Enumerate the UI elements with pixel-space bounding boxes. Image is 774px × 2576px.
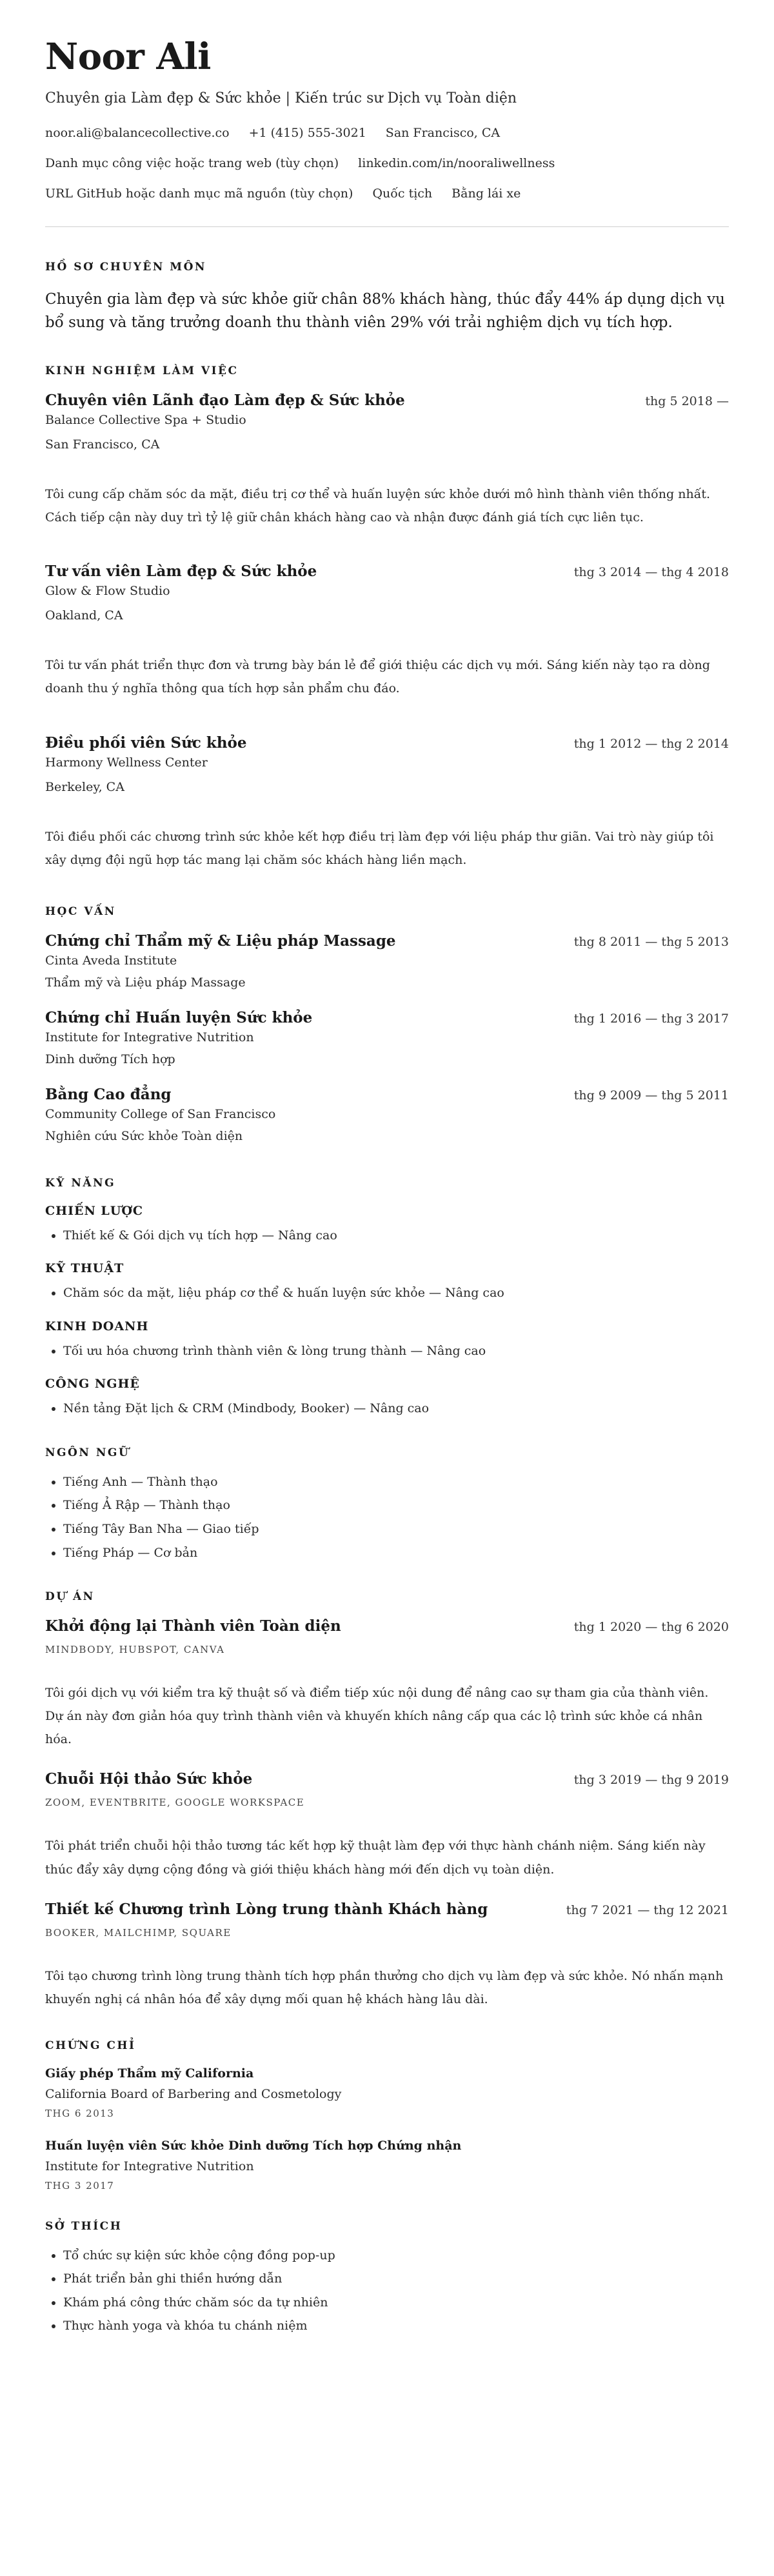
certification-item bbox=[45, 2066, 729, 2119]
skill-group bbox=[45, 1204, 729, 1245]
resume-header bbox=[45, 37, 729, 201]
education-item bbox=[45, 1086, 729, 1143]
project-description: Tôi gói dịch vụ với kiểm tra kỹ thuật số và điểm tiếp xúc nội dung để nâng cao sự tham gia của thành viên. Dự án này đơn giản hóa quy trình thành viên và khuyến khích nâng cấp qua các lộ trình sức khỏe cá nhân hóa. bbox=[45, 1686, 709, 1747]
section-title: HỒ SƠ CHUYÊN MÔN bbox=[45, 260, 206, 274]
field-of-study: Nghiên cứu Sức khỏe Toàn diện bbox=[45, 1128, 243, 1143]
skill-category: CHIẾN LƯỢC bbox=[45, 1203, 144, 1218]
certification-date: THG 6 2013 bbox=[45, 2107, 115, 2119]
skill-category: KINH DOANH bbox=[45, 1319, 149, 1333]
section-title: CHỨNG CHỈ bbox=[45, 2039, 136, 2052]
school-name: Community College of San Francisco bbox=[45, 1106, 276, 1121]
contact-row bbox=[45, 156, 729, 170]
job-description: Tôi điều phối các chương trình sức khỏe kết hợp điều trị làm đẹp với liệu pháp thư giãn. Vai trò này giúp tôi xây dựng đội ngũ hợp tác mang lại chăm sóc khách hàng liền mạch. bbox=[45, 829, 714, 867]
job-location: Berkeley, CA bbox=[45, 779, 124, 794]
section-title: NGÔN NGỮ bbox=[45, 1446, 130, 1459]
job-date: thg 1 2012 — thg 2 2014 bbox=[573, 736, 729, 751]
education-date: thg 8 2011 — thg 5 2013 bbox=[573, 934, 729, 949]
education-section bbox=[45, 905, 729, 1143]
job-date: thg 5 2018 — bbox=[645, 394, 729, 409]
language-item: • Tiếng Anh — Thành thạo bbox=[63, 1473, 729, 1492]
degree-title: Bằng Cao đẳng bbox=[45, 1085, 172, 1103]
certification-date: THG 3 2017 bbox=[45, 2179, 115, 2192]
job-description: Tôi tư vấn phát triển thực đơn và trưng bày bán lẻ để giới thiệu các dịch vụ mới. Sáng kiến này tạo ra dòng doanh thu ý nghĩa thông qua tích hợp sản phẩm chu đáo. bbox=[45, 658, 710, 696]
skill-item: • Chăm sóc da mặt, liệu pháp cơ thể & huấn luyện sức khỏe — Nâng cao bbox=[63, 1284, 729, 1303]
company-name: Balance Collective Spa + Studio bbox=[45, 413, 246, 428]
languages-section bbox=[45, 1446, 729, 1562]
certification-name: Huấn luyện viên Sức khỏe Dinh dưỡng Tích hợp Chứng nhận bbox=[45, 2138, 462, 2153]
project-description: Tôi tạo chương trình lòng trung thành tích hợp phần thưởng cho dịch vụ làm đẹp và sức khỏe. Nó nhấn mạnh khuyến nghị cá nhân hóa để xây dựng mối quan hệ khách hàng lâu dài. bbox=[45, 1968, 724, 2006]
skill-category: CÔNG NGHỆ bbox=[45, 1377, 140, 1392]
degree-title: Chứng chỉ Thẩm mỹ & Liệu pháp Massage bbox=[45, 932, 396, 950]
certification-item bbox=[45, 2139, 729, 2192]
job-title: Chuyên viên Lãnh đạo Làm đẹp & Sức khỏe bbox=[45, 392, 405, 410]
contact-row bbox=[45, 186, 729, 201]
education-item bbox=[45, 1009, 729, 1066]
job-date: thg 3 2014 — thg 4 2018 bbox=[573, 565, 729, 580]
driver-license-placeholder: Bằng lái xe bbox=[452, 186, 521, 201]
certifications-section bbox=[45, 2039, 729, 2192]
nationality-placeholder: Quốc tịch bbox=[372, 186, 433, 201]
section-title: DỰ ÁN bbox=[45, 1590, 95, 1604]
project-item bbox=[45, 1770, 729, 1881]
section-title: SỞ THÍCH bbox=[45, 2219, 123, 2233]
experience-item bbox=[45, 392, 729, 529]
job-location: San Francisco, CA bbox=[45, 437, 160, 452]
linkedin-link[interactable]: linkedin.com/in/nooraliwellness bbox=[358, 155, 555, 170]
project-name: Thiết kế Chương trình Lòng trung thành Khách hàng bbox=[45, 1900, 488, 1918]
job-title: Điều phối viên Sức khỏe bbox=[45, 734, 247, 752]
section-title: KINH NGHIỆM LÀM VIỆC bbox=[45, 364, 239, 378]
interest-item: • Phát triển bản ghi thiền hướng dẫn bbox=[63, 2270, 729, 2288]
summary-section bbox=[45, 261, 729, 335]
location-text: San Francisco, CA bbox=[385, 125, 501, 140]
company-name: Glow & Flow Studio bbox=[45, 584, 170, 599]
project-item bbox=[45, 1901, 729, 2011]
skill-item: • Nền tảng Đặt lịch & CRM (Mindbody, Booker) — Nâng cao bbox=[63, 1400, 729, 1418]
job-title: Tư vấn viên Làm đẹp & Sức khỏe bbox=[45, 563, 317, 581]
project-date: thg 7 2021 — thg 12 2021 bbox=[566, 1902, 729, 1917]
skill-group bbox=[45, 1261, 729, 1303]
project-date: thg 3 2019 — thg 9 2019 bbox=[573, 1773, 729, 1788]
job-location: Oakland, CA bbox=[45, 608, 123, 623]
header-divider bbox=[45, 226, 729, 227]
skills-section bbox=[45, 1177, 729, 1418]
skill-group bbox=[45, 1377, 729, 1418]
language-item: • Tiếng Ả Rập — Thành thạo bbox=[63, 1497, 729, 1515]
section-title: KỸ NĂNG bbox=[45, 1176, 116, 1190]
skill-group bbox=[45, 1319, 729, 1361]
language-item: • Tiếng Tây Ban Nha — Giao tiếp bbox=[63, 1521, 729, 1539]
project-tech: ZOOM, EVENTBRITE, GOOGLE WORKSPACE bbox=[45, 1797, 305, 1809]
certification-issuer: California Board of Barbering and Cosmetology bbox=[45, 2086, 342, 2101]
field-of-study: Thẩm mỹ và Liệu pháp Massage bbox=[45, 975, 246, 990]
project-description: Tôi phát triển chuỗi hội thảo tương tác kết hợp kỹ thuật làm đẹp với thực hành chánh niệm. Sáng kiến này thúc đẩy xây dựng cộng đồng và giới thiệu khách hàng mới đến dịch vụ toàn diện. bbox=[45, 1839, 706, 1877]
education-date: thg 1 2016 — thg 3 2017 bbox=[573, 1011, 729, 1026]
project-tech: MINDBODY, HUBSPOT, CANVA bbox=[45, 1644, 225, 1656]
candidate-headline: Chuyên gia Làm đẹp & Sức khỏe | Kiến trúc sư Dịch vụ Toàn diện bbox=[45, 90, 517, 106]
interest-item: • Thực hành yoga và khóa tu chánh niệm bbox=[63, 2317, 729, 2335]
project-name: Khởi động lại Thành viên Toàn diện bbox=[45, 1617, 341, 1635]
experience-item bbox=[45, 734, 729, 872]
interest-item: • Khám phá công thức chăm sóc da tự nhiên bbox=[63, 2294, 729, 2312]
experience-item bbox=[45, 563, 729, 700]
field-of-study: Dinh dưỡng Tích hợp bbox=[45, 1052, 175, 1066]
project-tech: BOOKER, MAILCHIMP, SQUARE bbox=[45, 1926, 232, 1939]
experience-section bbox=[45, 364, 729, 872]
skill-item: • Tối ưu hóa chương trình thành viên & lòng trung thành — Nâng cao bbox=[63, 1343, 729, 1361]
phone-number[interactable]: +1 (415) 555-3021 bbox=[248, 125, 366, 140]
portfolio-placeholder: Danh mục công việc hoặc trang web (tùy chọn) bbox=[45, 155, 339, 170]
interests-section bbox=[45, 2220, 729, 2335]
email-link[interactable]: noor.ali@balancecollective.co bbox=[45, 125, 230, 140]
summary-text: Chuyên gia làm đẹp và sức khỏe giữ chân 88% khách hàng, thúc đẩy 44% áp dụng dịch vụ bổ sung và tăng trưởng doanh thu thành viên 29% với trải nghiệm dịch vụ tích hợp. bbox=[45, 290, 725, 332]
certification-name: Giấy phép Thẩm mỹ California bbox=[45, 2066, 254, 2081]
project-name: Chuỗi Hội thảo Sức khỏe bbox=[45, 1770, 253, 1788]
school-name: Cinta Aveda Institute bbox=[45, 953, 177, 968]
contact-row bbox=[45, 126, 729, 140]
certification-issuer: Institute for Integrative Nutrition bbox=[45, 2159, 254, 2173]
skill-item: • Thiết kế & Gói dịch vụ tích hợp — Nâng cao bbox=[63, 1227, 729, 1245]
projects-section bbox=[45, 1590, 729, 2011]
job-description: Tôi cung cấp chăm sóc da mặt, điều trị cơ thể và huấn luyện sức khỏe dưới mô hình thành viên thống nhất. Cách tiếp cận này duy trì tỷ lệ giữ chân khách hàng cao và nhận được đánh giá tích cực liên tục. bbox=[45, 487, 711, 525]
project-date: thg 1 2020 — thg 6 2020 bbox=[573, 1620, 729, 1635]
degree-title: Chứng chỉ Huấn luyện Sức khỏe bbox=[45, 1008, 313, 1026]
section-title: HỌC VẤN bbox=[45, 904, 116, 918]
school-name: Institute for Integrative Nutrition bbox=[45, 1030, 254, 1044]
github-placeholder: URL GitHub hoặc danh mục mã nguồn (tùy chọn) bbox=[45, 186, 353, 201]
education-item bbox=[45, 932, 729, 990]
language-item: • Tiếng Pháp — Cơ bản bbox=[63, 1544, 729, 1563]
company-name: Harmony Wellness Center bbox=[45, 755, 208, 770]
interest-item: • Tổ chức sự kiện sức khỏe cộng đồng pop-up bbox=[63, 2247, 729, 2265]
education-date: thg 9 2009 — thg 5 2011 bbox=[573, 1088, 729, 1103]
skill-category: KỸ THUẬT bbox=[45, 1261, 124, 1276]
project-item bbox=[45, 1617, 729, 1751]
candidate-name: Noor Ali bbox=[45, 35, 211, 78]
